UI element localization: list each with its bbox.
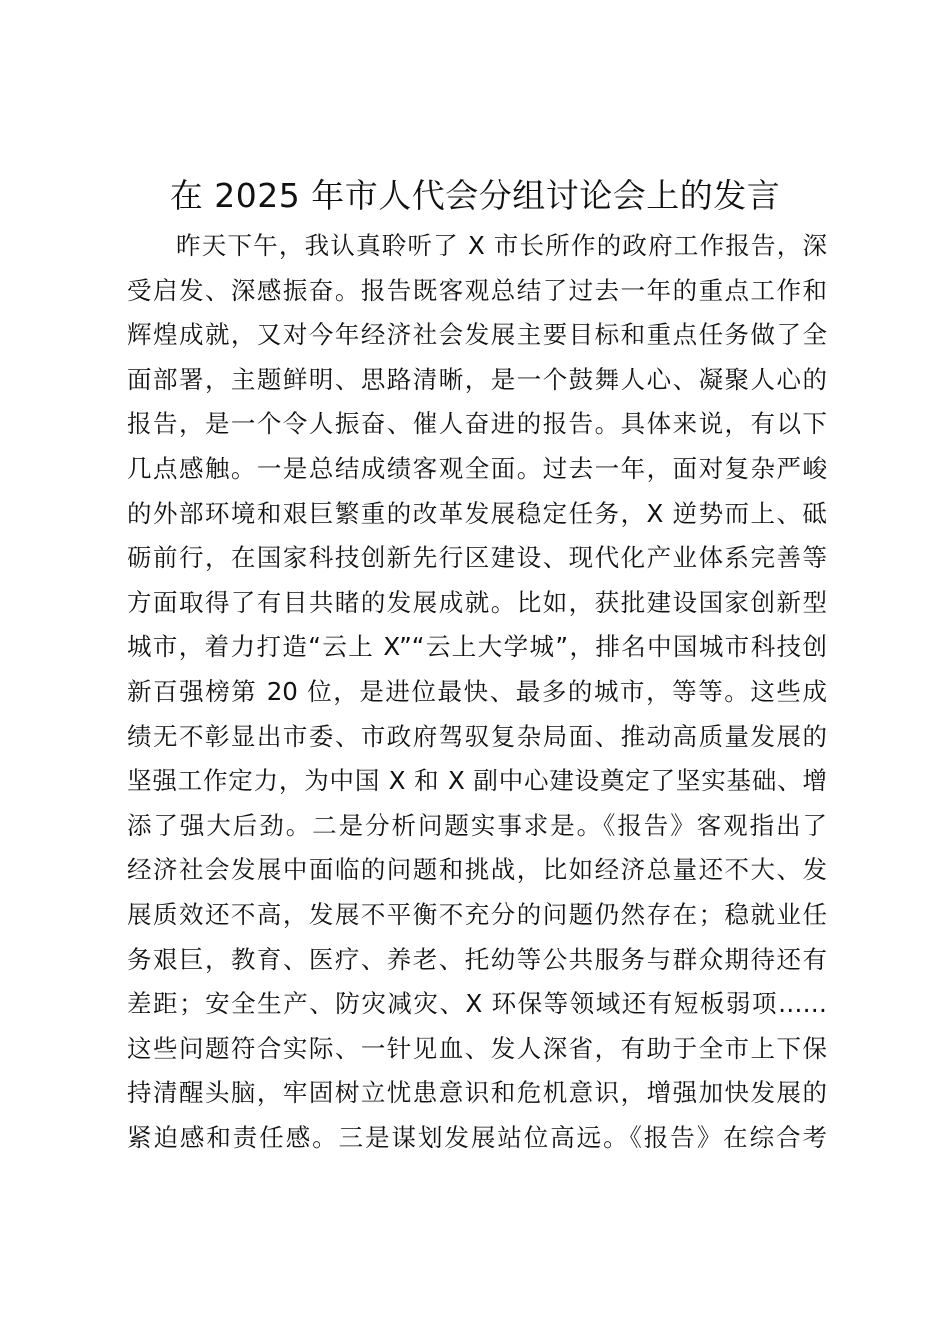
body-line: 砺前行，在国家科技创新先行区建设、现代化产业体系完善等 (127, 543, 827, 573)
body-line: 城市，着力打造“云上 X”“云上大学城”，排名中国城市科技创 (127, 632, 827, 662)
document-title: 在 2025 年市人代会分组讨论会上的发言 (169, 176, 781, 215)
body-line: 经济社会发展中面临的问题和挑战，比如经济总量还不大、发 (127, 855, 827, 885)
body-line: 新百强榜第 20 位，是进位最快、最多的城市，等等。这些成 (127, 676, 827, 706)
body-line: 这些问题符合实际、一针见血、发人深省，有助于全市上下保 (127, 1033, 827, 1063)
body-line: 昨天下午，我认真聆听了 X 市长所作的政府工作报告，深 (176, 231, 827, 260)
body-line: 的外部环境和艰巨繁重的改革发展稳定任务，X 逆势而上、砥 (127, 498, 827, 528)
body-line: 持清醒头脑，牢固树立忧患意识和危机意识，增强加快发展的 (127, 1078, 827, 1108)
body-line: 紧迫感和责任感。三是谋划发展站位高远。《报告》在综合考 (127, 1122, 827, 1152)
body-line: 务艰巨，教育、医疗、养老、托幼等公共服务与群众期待还有 (127, 944, 827, 974)
body-line: 受启发、深感振奋。报告既客观总结了过去一年的重点工作和 (127, 275, 827, 305)
document-body (127, 224, 827, 1160)
body-line: 添了强大后劲。二是分析问题实事求是。《报告》客观指出了 (127, 810, 827, 840)
body-line: 辉煌成就，又对今年经济社会发展主要目标和重点任务做了全 (127, 320, 827, 350)
body-line: 绩无不彰显出市委、市政府驾驭复杂局面、推动高质量发展的 (127, 721, 827, 751)
body-line: 方面取得了有目共睹的发展成就。比如，获批建设国家创新型 (127, 587, 827, 617)
body-line: 坚强工作定力，为中国 X 和 X 副中心建设奠定了坚实基础、增 (127, 766, 827, 796)
body-line: 几点感触。一是总结成绩客观全面。过去一年，面对复杂严峻 (127, 453, 827, 483)
body-line: 展质效还不高，发展不平衡不充分的问题仍然存在；稳就业任 (127, 899, 827, 929)
body-line: 报告，是一个令人振奋、催人奋进的报告。具体来说，有以下 (127, 409, 827, 439)
body-line: 面部署，主题鲜明、思路清晰，是一个鼓舞人心、凝聚人心的 (127, 364, 827, 394)
body-line: 差距；安全生产、防灾减灾、X 环保等领域还有短板弱项…… (127, 989, 827, 1019)
